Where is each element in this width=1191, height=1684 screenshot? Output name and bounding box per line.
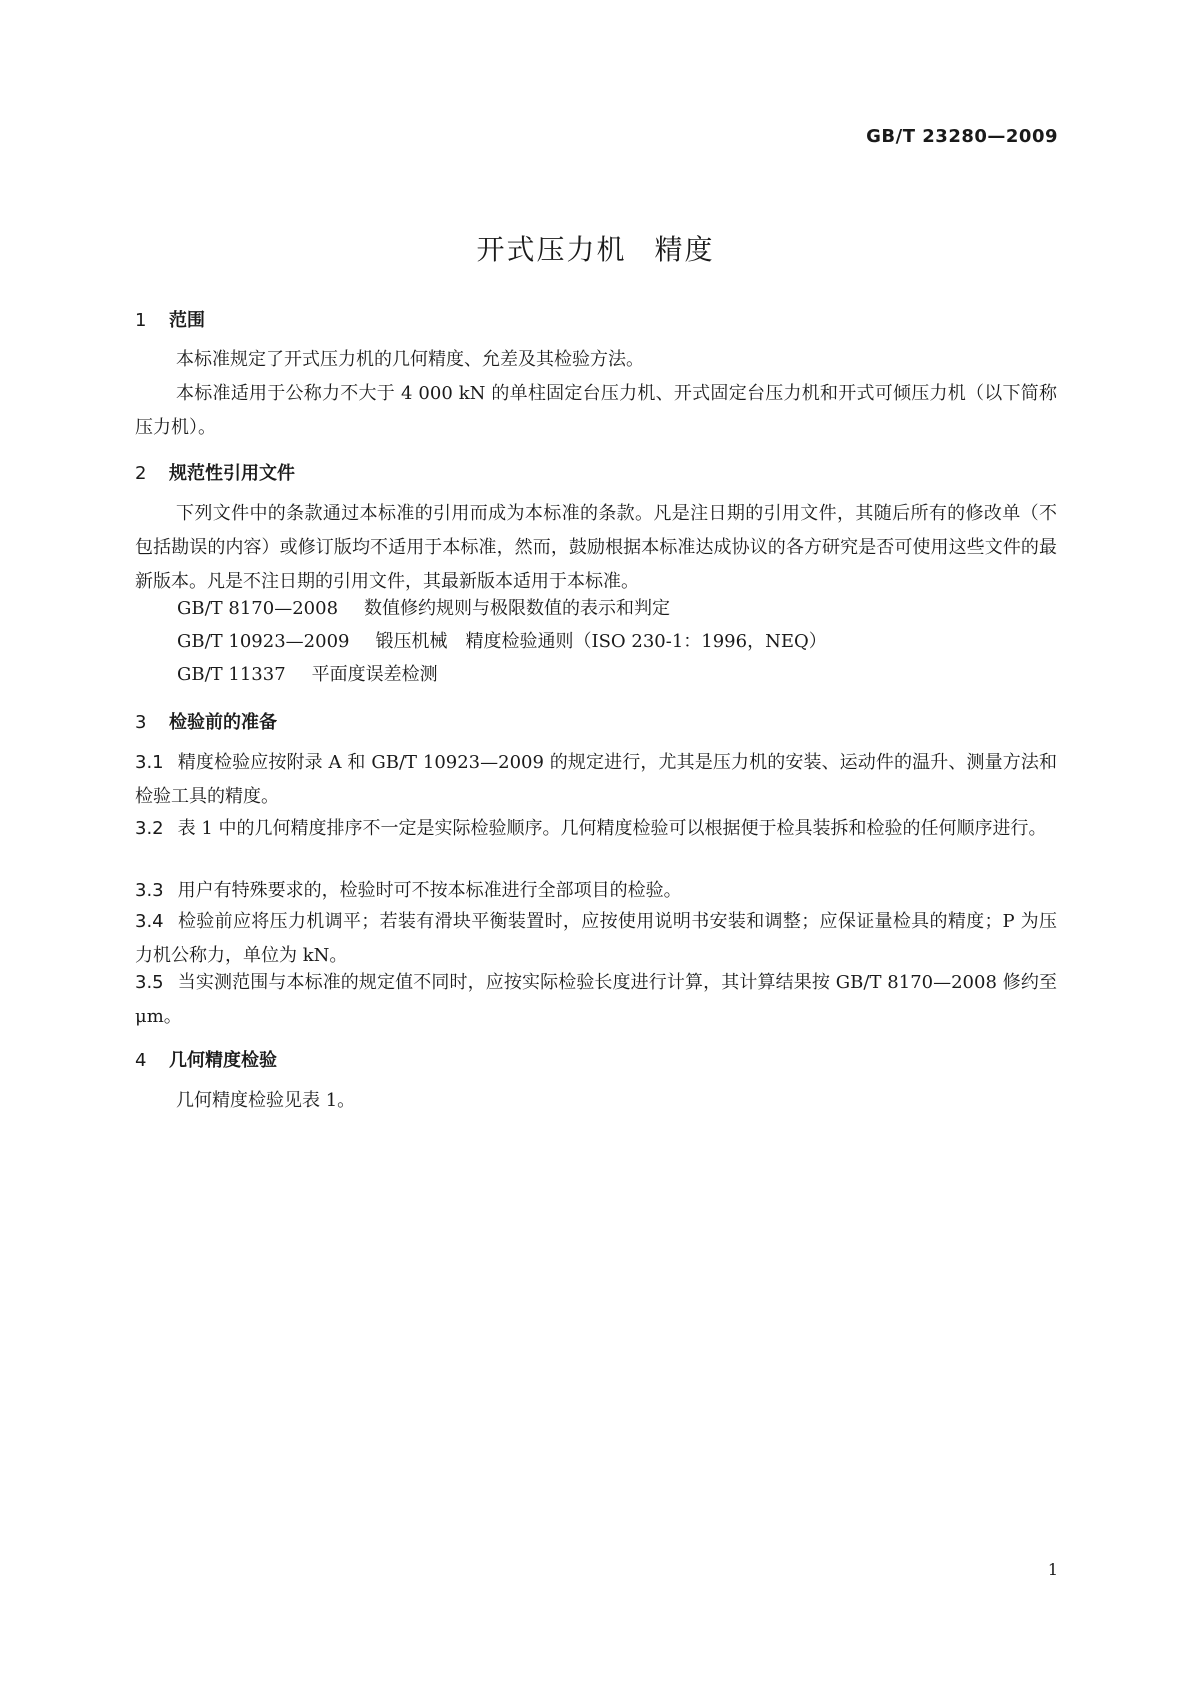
section-1-heading [135, 306, 205, 332]
section-number: 3 [135, 712, 147, 733]
section-title: 几何精度检验 [169, 1050, 277, 1071]
clause-number: 3.4 [135, 911, 164, 932]
section-2-paragraph-1: 下列文件中的条款通过本标准的引用而成为本标准的条款。凡是注日期的引用文件，其随后所有的修改单（不包括勘误的内容）或修订版均不适用于本标准，然而，鼓励根据本标准达成协议的各方研究是否可使用这些文件的最新版本。凡是不注日期的引用文件，其最新版本适用于本标准。 [135, 503, 1057, 592]
clause-text: 当实测范围与本标准的规定值不同时，应按实际检验长度进行计算，其计算结果按 GB/T 8170—2008 修约至 μm。 [135, 972, 1057, 1027]
reference-item [177, 592, 670, 626]
reference-title: 锻压机械 精度检验通则（ISO 230-1：1996，NEQ） [375, 631, 827, 652]
clause-text: 表 1 中的几何精度排序不一定是实际检验顺序。几何精度检验可以根据便于检具装拆和检验的任何顺序进行。 [177, 818, 1047, 839]
section-3-heading [135, 708, 277, 734]
section-4-heading [135, 1046, 277, 1072]
clause-text: 检验前应将压力机调平；若装有滑块平衡装置时，应按使用说明书安装和调整；应保证量检具的精度；P 为压力机公称力，单位为 kN。 [135, 911, 1057, 966]
section-title: 检验前的准备 [169, 712, 277, 733]
reference-code: GB/T 8170—2008 [177, 598, 339, 619]
section-title: 范围 [169, 310, 205, 331]
clause-3-1 [135, 746, 1057, 814]
standard-code: GB/T 23280—2009 [866, 126, 1058, 147]
clause-number: 3.2 [135, 818, 164, 839]
section-2-heading [135, 459, 295, 485]
clause-number: 3.3 [135, 880, 164, 901]
section-title: 规范性引用文件 [169, 463, 295, 484]
reference-item [177, 625, 827, 659]
reference-item [177, 658, 438, 692]
title-part-1: 开式压力机 [476, 233, 627, 266]
reference-code: GB/T 10923—2009 [177, 631, 350, 652]
clause-number: 3.5 [135, 972, 164, 993]
reference-title: 平面度误差检测 [311, 664, 438, 685]
title-part-2: 精度 [654, 233, 715, 266]
clause-3-4 [135, 905, 1057, 973]
section-number: 2 [135, 463, 147, 484]
section-1-paragraph-2: 本标准适用于公称力不大于 4 000 kN 的单柱固定台压力机、开式固定台压力机和开式可倾压力机（以下简称压力机）。 [135, 383, 1057, 438]
reference-code: GB/T 11337 [177, 664, 286, 685]
clause-3-3 [135, 874, 1057, 908]
page-number: 1 [1047, 1560, 1058, 1579]
clause-3-5 [135, 966, 1057, 1034]
clause-text: 用户有特殊要求的，检验时可不按本标准进行全部项目的检验。 [177, 880, 682, 901]
reference-title: 数值修约规则与极限数值的表示和判定 [364, 598, 671, 619]
section-number: 1 [135, 310, 147, 331]
section-4-paragraph-1: 几何精度检验见表 1。 [176, 1090, 356, 1111]
document-title [0, 228, 1191, 268]
section-number: 4 [135, 1050, 147, 1071]
section-1-paragraph-1: 本标准规定了开式压力机的几何精度、允差及其检验方法。 [176, 349, 644, 370]
clause-3-2 [135, 812, 1057, 846]
clause-text: 精度检验应按附录 A 和 GB/T 10923—2009 的规定进行，尤其是压力机的安装、运动件的温升、测量方法和检验工具的精度。 [135, 752, 1057, 807]
clause-number: 3.1 [135, 752, 164, 773]
